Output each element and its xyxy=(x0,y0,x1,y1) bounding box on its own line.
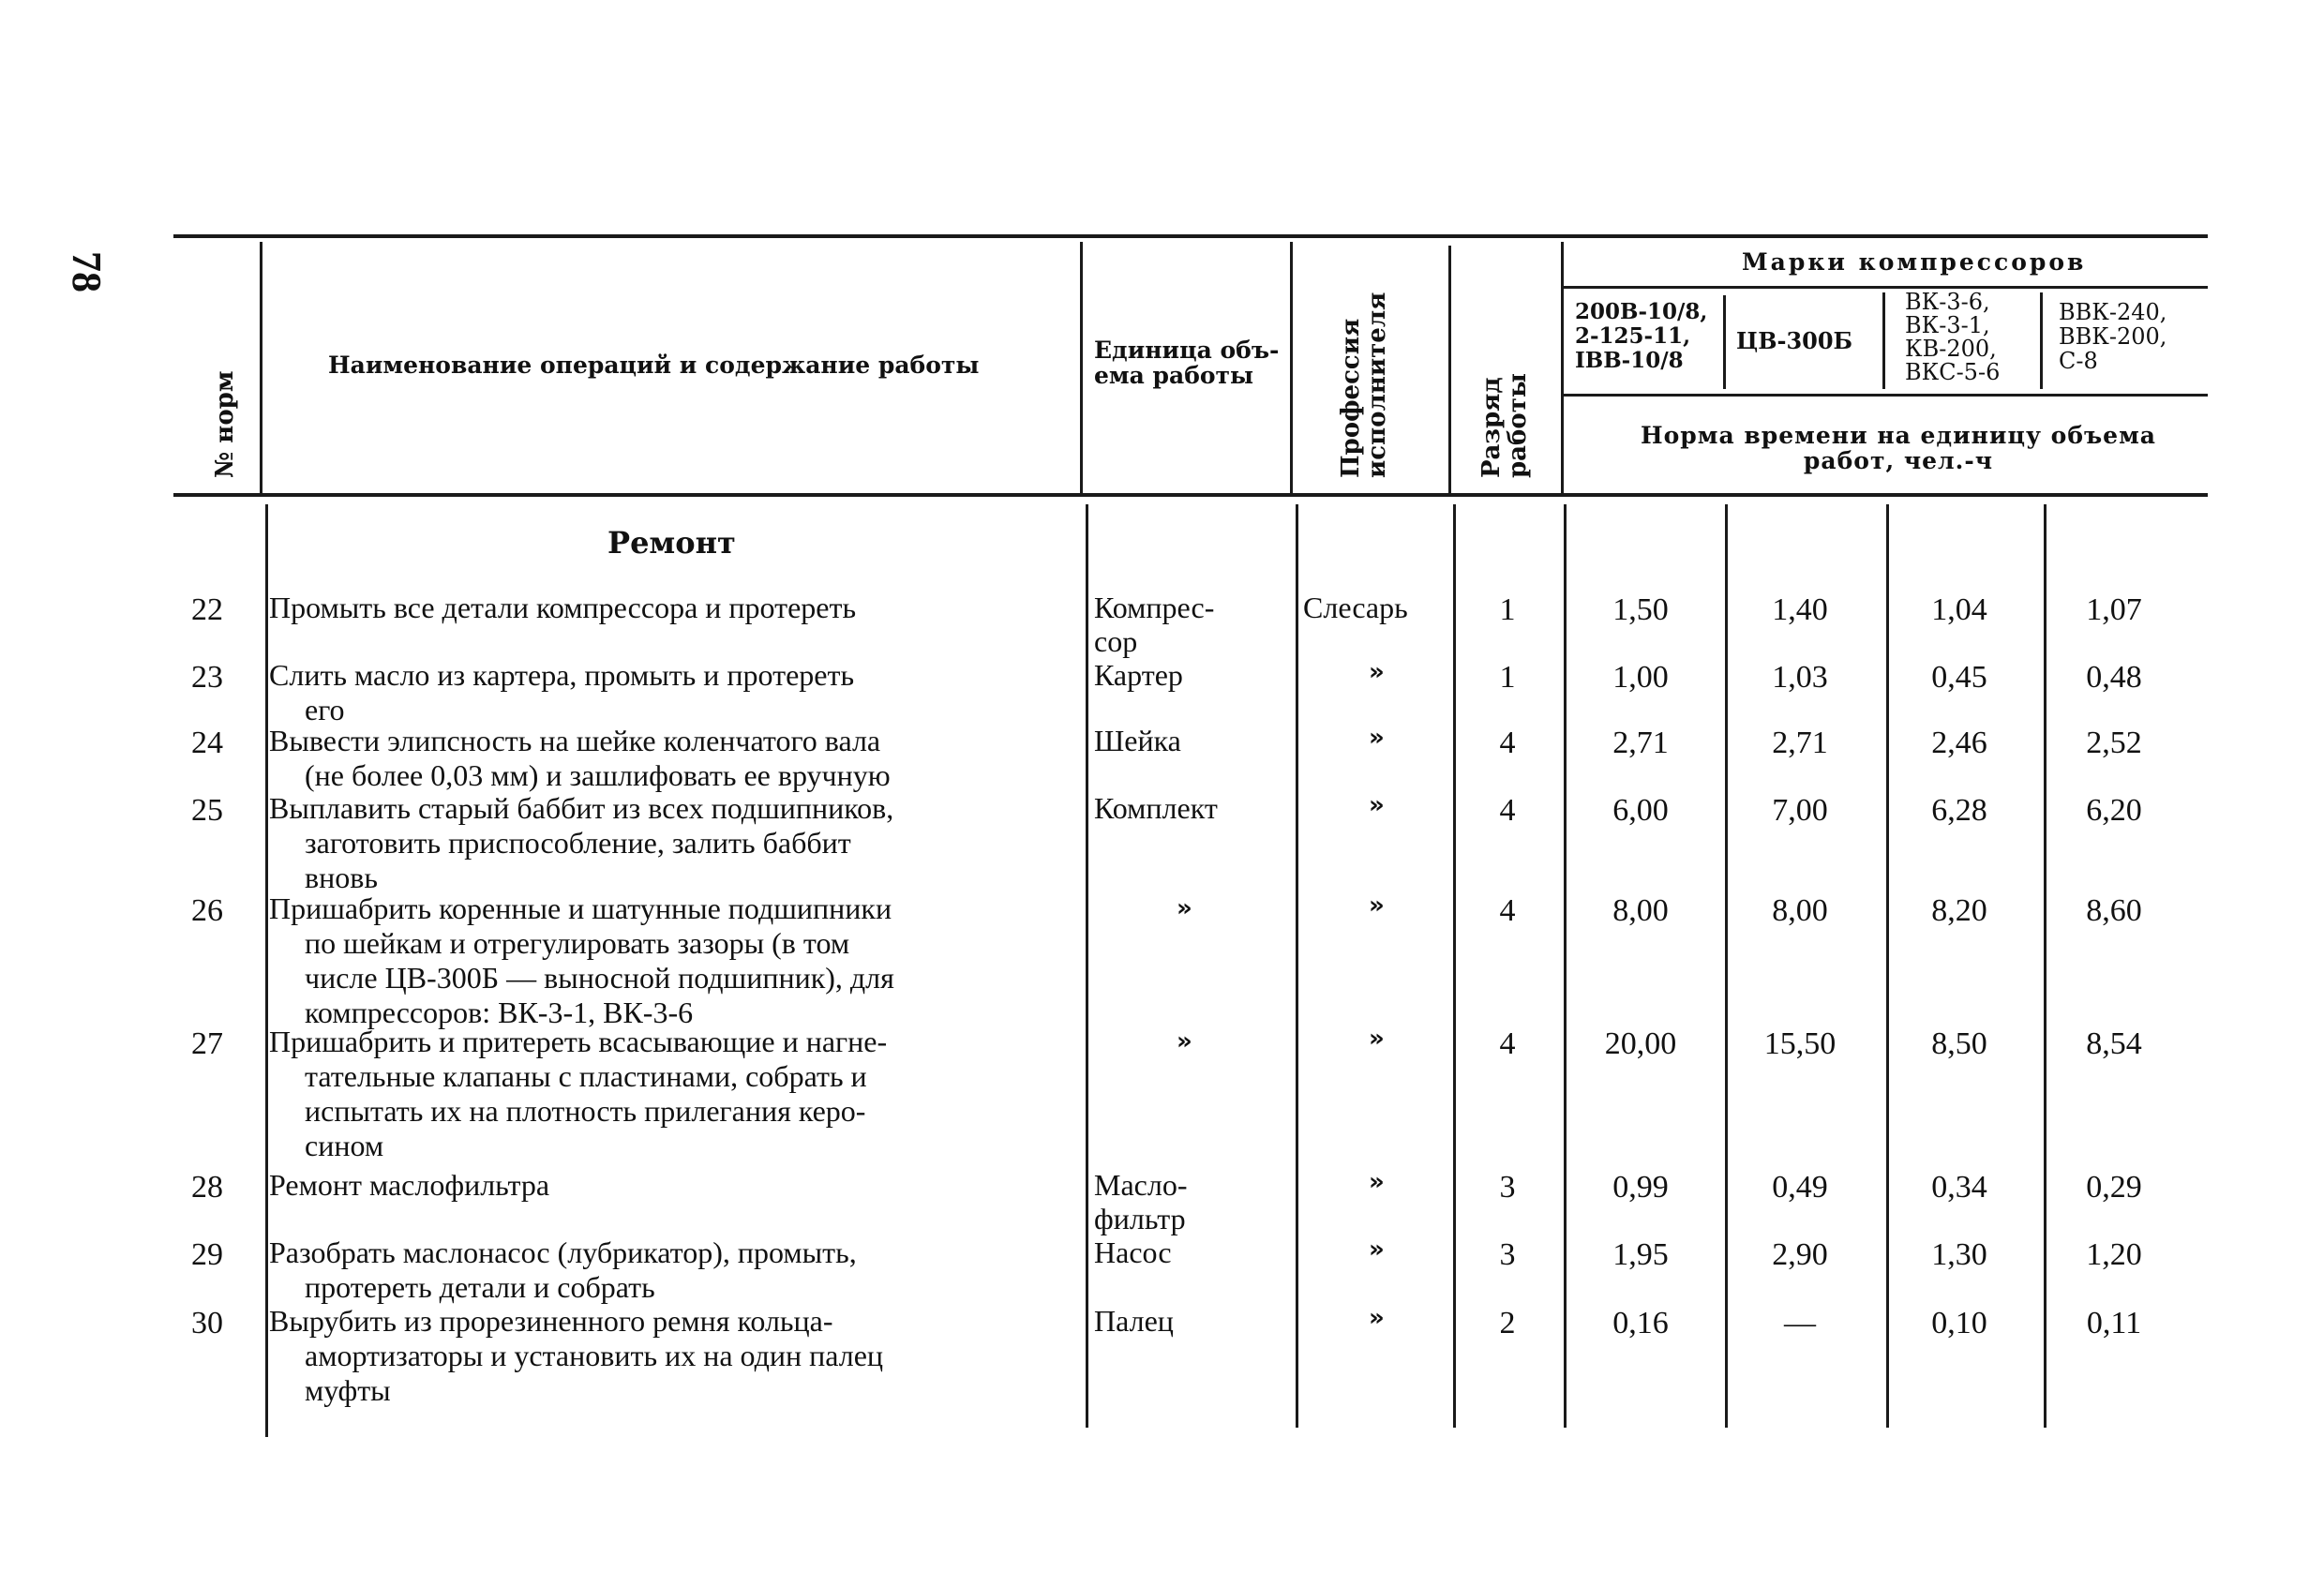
description-line: Слить масло из картера, промыть и протереть xyxy=(269,658,855,692)
row-description xyxy=(269,658,1083,727)
body-vline-4 xyxy=(1453,504,1456,1428)
row-number: 26 xyxy=(191,893,223,928)
row-value-4: 0,48 xyxy=(2086,660,2142,695)
description-line: сином xyxy=(305,1129,384,1162)
row-value-1: 1,50 xyxy=(1612,592,1669,627)
body-vline-2 xyxy=(1086,504,1088,1428)
row-value-3: 0,45 xyxy=(1931,660,1987,695)
row-value-3: 0,10 xyxy=(1931,1306,1987,1340)
section-title: Ремонт xyxy=(607,525,736,561)
row-value-4: 8,60 xyxy=(2086,893,2142,928)
description-line: тательные клапаны с пластинами, собрать и xyxy=(305,1059,867,1093)
row-profession: » xyxy=(1369,891,1385,920)
body-vline-3 xyxy=(1296,504,1298,1428)
description-line: Пришабрить коренные и шатунные подшипники xyxy=(269,891,892,925)
row-value-1: 1,00 xyxy=(1612,660,1669,695)
row-unit: Картер xyxy=(1094,658,1183,692)
row-description xyxy=(269,1304,1083,1408)
body-vline-5 xyxy=(1564,504,1567,1428)
row-value-3: 6,28 xyxy=(1931,793,1987,828)
body-vline-7 xyxy=(1886,504,1889,1428)
body-vline-1 xyxy=(265,504,268,1437)
row-profession: » xyxy=(1369,1168,1385,1196)
row-value-2: 7,00 xyxy=(1772,793,1828,828)
row-description xyxy=(269,724,1083,793)
row-rank: 3 xyxy=(1499,1237,1516,1272)
header-vline-6 xyxy=(1723,295,1726,389)
row-number: 28 xyxy=(191,1170,223,1205)
row-value-2: — xyxy=(1784,1306,1816,1340)
header-vline-4 xyxy=(1448,246,1451,493)
header-vline-8 xyxy=(2040,292,2043,389)
row-value-3: 2,46 xyxy=(1931,726,1987,760)
row-value-2: 8,00 xyxy=(1772,893,1828,928)
header-brand-3: ВК-3-6, ВК-3-1, КВ-200, ВКС-5-6 xyxy=(1905,289,2001,385)
row-description xyxy=(269,1025,1083,1163)
header-vline-3 xyxy=(1290,242,1293,493)
row-value-4: 6,20 xyxy=(2086,793,2142,828)
row-unit: » xyxy=(1177,894,1192,922)
description-line: (не более 0,03 мм) и зашлифовать ее вручную xyxy=(305,758,891,792)
row-value-2: 15,50 xyxy=(1763,1026,1837,1061)
description-line: муфты xyxy=(305,1373,391,1407)
row-number: 27 xyxy=(191,1026,223,1061)
row-description xyxy=(269,891,1083,1030)
header-col-unit: Единица объ- ема работы xyxy=(1094,337,1280,389)
header-vline-2 xyxy=(1080,242,1083,493)
row-value-4: 0,11 xyxy=(2086,1306,2142,1340)
row-value-3: 1,04 xyxy=(1931,592,1987,627)
description-line: Вырубить из прорезиненного ремня кольца- xyxy=(269,1304,833,1338)
row-value-4: 2,52 xyxy=(2086,726,2142,760)
header-vline-1 xyxy=(260,242,262,493)
row-unit: » xyxy=(1177,1027,1192,1055)
row-profession: » xyxy=(1369,1025,1385,1053)
description-line: заготовить приспособление, залить баббит xyxy=(305,826,851,860)
row-value-4: 1,07 xyxy=(2086,592,2142,627)
description-line: амортизаторы и установить их на один палец xyxy=(305,1339,884,1372)
table-top-rule-right xyxy=(1256,234,2208,238)
row-profession: » xyxy=(1369,724,1385,752)
header-col-prof: Профессия исполнителя xyxy=(1337,292,1391,478)
row-value-2: 1,03 xyxy=(1772,660,1828,695)
row-rank: 4 xyxy=(1499,726,1516,760)
description-line: по шейкам и отрегулировать зазоры (в том xyxy=(305,926,850,960)
header-bottom-rule xyxy=(173,493,2208,497)
row-value-2: 2,90 xyxy=(1772,1237,1828,1272)
header-col-rank: Разряд работы xyxy=(1477,373,1532,478)
row-unit: Насос xyxy=(1094,1235,1172,1269)
row-rank: 1 xyxy=(1499,592,1516,627)
row-description xyxy=(269,1168,1083,1203)
row-value-4: 0,29 xyxy=(2086,1170,2142,1205)
body-vline-8 xyxy=(2044,504,2047,1428)
row-profession: » xyxy=(1369,658,1385,686)
description-line: протереть детали и собрать xyxy=(305,1270,655,1304)
description-line: компрессоров: ВК-3-1, ВК-3-6 xyxy=(305,996,694,1029)
description-line: Пришабрить и притереть всасывающие и нагне- xyxy=(269,1025,888,1058)
row-number: 22 xyxy=(191,592,223,627)
row-number: 29 xyxy=(191,1237,223,1272)
row-value-1: 0,99 xyxy=(1612,1170,1669,1205)
row-description xyxy=(269,791,1083,895)
norm-divider-rule xyxy=(1564,394,2208,397)
row-description xyxy=(269,591,1083,625)
description-line: Вывести элипсность на шейке коленчатого вала xyxy=(269,724,881,757)
row-unit: Компрес- сор xyxy=(1094,591,1215,658)
description-line: вновь xyxy=(305,861,378,894)
row-value-2: 2,71 xyxy=(1772,726,1828,760)
row-profession: Слесарь xyxy=(1303,591,1408,624)
description-line: его xyxy=(305,693,345,726)
row-number: 25 xyxy=(191,793,223,828)
row-value-3: 1,30 xyxy=(1931,1237,1987,1272)
row-unit: Палец xyxy=(1094,1304,1174,1338)
row-value-1: 2,71 xyxy=(1612,726,1669,760)
brands-divider-rule xyxy=(1564,286,2208,289)
row-unit: Масло- фильтр xyxy=(1094,1168,1188,1235)
row-rank: 1 xyxy=(1499,660,1516,695)
description-line: Ремонт маслофильтра xyxy=(269,1168,550,1202)
row-value-2: 1,40 xyxy=(1772,592,1828,627)
row-description xyxy=(269,1235,1083,1305)
header-brand-2: ЦВ-300Б xyxy=(1736,327,1853,354)
row-profession: » xyxy=(1369,791,1385,819)
row-number: 23 xyxy=(191,660,223,695)
row-rank: 3 xyxy=(1499,1170,1516,1205)
description-line: Разобрать маслонасос (лубрикатор), промыть, xyxy=(269,1235,857,1269)
row-profession: » xyxy=(1369,1235,1385,1264)
row-rank: 4 xyxy=(1499,1026,1516,1061)
row-value-3: 8,50 xyxy=(1931,1026,1987,1061)
table-top-rule-left xyxy=(173,234,1270,238)
row-unit: Шейка xyxy=(1094,724,1181,757)
description-line: Выплавить старый баббит из всех подшипников, xyxy=(269,791,894,825)
row-value-1: 6,00 xyxy=(1612,793,1669,828)
header-vline-7 xyxy=(1882,292,1885,389)
header-brand-1: 200В-10/8, 2-125-11, IВВ-10/8 xyxy=(1575,299,1708,373)
row-number: 30 xyxy=(191,1306,223,1340)
row-value-4: 8,54 xyxy=(2086,1026,2142,1061)
body-vline-6 xyxy=(1725,504,1728,1428)
row-profession: » xyxy=(1369,1304,1385,1332)
description-line: испытать их на плотность прилегания керо- xyxy=(305,1094,866,1128)
page-number: 78 xyxy=(64,251,110,292)
header-col-name: Наименование операций и содержание работы xyxy=(328,352,980,379)
row-value-1: 8,00 xyxy=(1612,893,1669,928)
header-norm-title: Норма времени на единицу объема работ, чел.-ч xyxy=(1641,422,2156,474)
row-value-3: 8,20 xyxy=(1931,893,1987,928)
row-value-1: 1,95 xyxy=(1612,1237,1669,1272)
header-col-no: № норм xyxy=(211,370,239,478)
row-value-3: 0,34 xyxy=(1931,1170,1987,1205)
description-line: числе ЦВ-300Б — выносной подшипник), для xyxy=(305,961,894,995)
row-rank: 4 xyxy=(1499,893,1516,928)
row-value-2: 0,49 xyxy=(1772,1170,1828,1205)
header-brands-title: Марки компрессоров xyxy=(1742,248,2087,276)
row-value-4: 1,20 xyxy=(2086,1237,2142,1272)
row-value-1: 20,00 xyxy=(1604,1026,1677,1061)
row-number: 24 xyxy=(191,726,223,760)
row-value-1: 0,16 xyxy=(1612,1306,1669,1340)
header-brand-4: ВВК-240, ВВК-200, С-8 xyxy=(2059,299,2167,374)
row-rank: 2 xyxy=(1499,1306,1516,1340)
row-unit: Комплект xyxy=(1094,791,1218,825)
row-rank: 4 xyxy=(1499,793,1516,828)
description-line: Промыть все детали компрессора и протереть xyxy=(269,591,857,624)
header-vline-5 xyxy=(1561,242,1564,493)
